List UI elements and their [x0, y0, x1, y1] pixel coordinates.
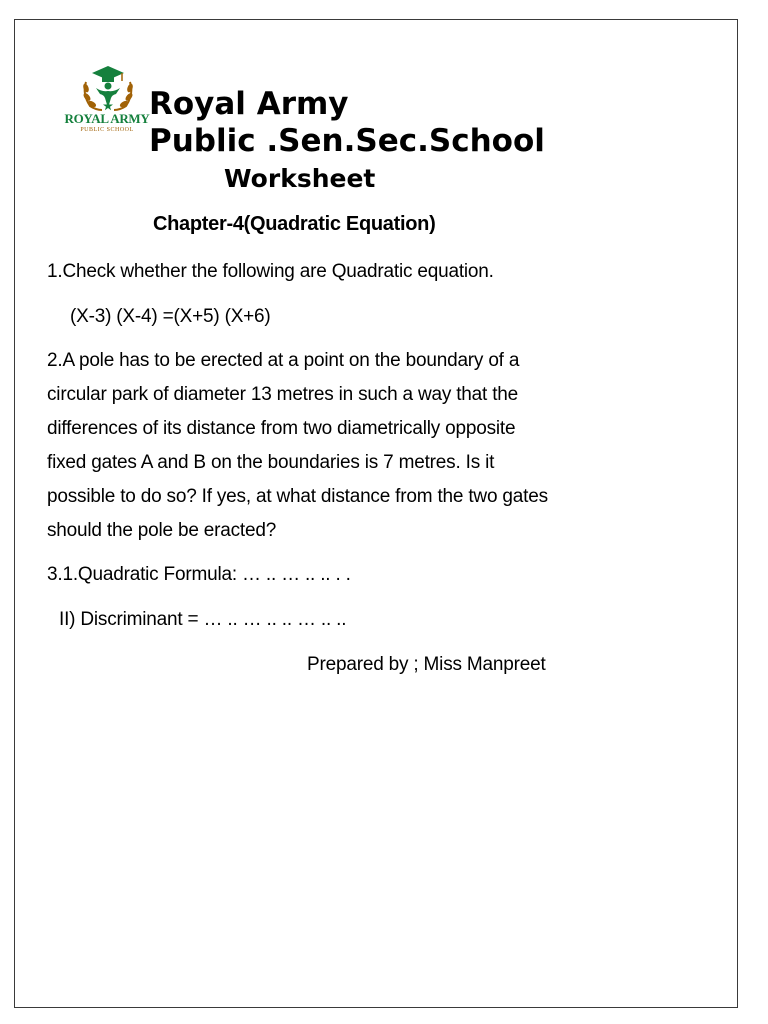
question-3-discriminant: II) Discriminant = … .. … .. .. … .. .. — [59, 609, 347, 630]
question-1: 1.Check whether the following are Quadratic equation. — [47, 261, 494, 282]
school-name-line1: Royal Army — [149, 86, 349, 122]
question-2-line: fixed gates A and B on the boundaries is 7 metres. Is it — [47, 452, 495, 473]
chapter-heading: Chapter-4(Quadratic Equation) — [153, 213, 436, 235]
school-name-line2: Public .Sen.Sec.School — [149, 123, 545, 159]
logo-subtext: PUBLIC SCHOOL — [80, 127, 134, 133]
question-2-line: differences of its distance from two diametrically opposite — [47, 418, 516, 439]
question-2-line: possible to do so? If yes, at what distance from the two gates — [47, 486, 548, 507]
question-2 — [47, 344, 647, 548]
prepared-by: Prepared by ; Miss Manpreet — [307, 654, 546, 675]
question-2-line: circular park of diameter 13 metres in such a way that the — [47, 384, 519, 405]
school-name — [149, 86, 545, 160]
logo-text: ROYAL ARMY — [64, 111, 150, 126]
question-2-line: should the pole be eracted? — [47, 520, 277, 541]
question-1-equation: (X-3) (X-4) =(X+5) (X+6) — [70, 306, 271, 327]
school-logo-emblem-icon — [62, 64, 154, 114]
question-2-line: 2.A pole has to be erected at a point on the boundary of a — [47, 350, 520, 371]
worksheet-title: Worksheet — [224, 164, 376, 193]
question-3-formula: 3.1.Quadratic Formula: … .. … .. .. . . — [47, 564, 351, 585]
